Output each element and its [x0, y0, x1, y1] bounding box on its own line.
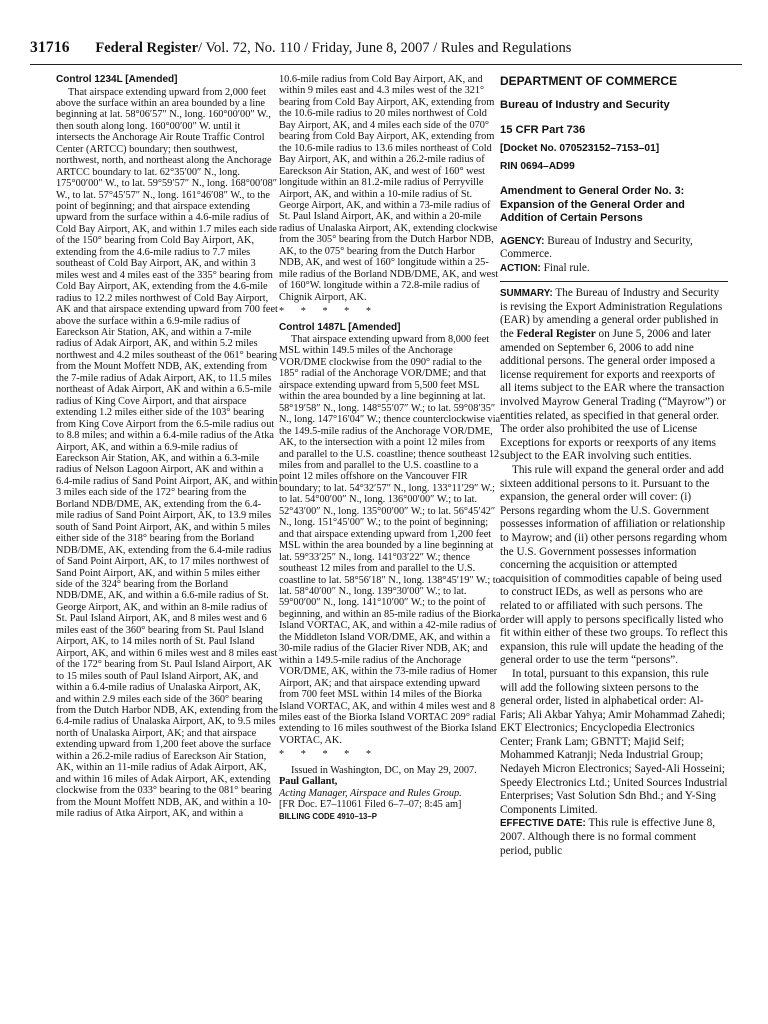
summary-label: SUMMARY: [500, 288, 553, 300]
summary-text-2: on June 5, 2006 and later amended on September 6, 2006 to add nine additional persons. The general order imposed a license requirement for exports and reexports of all items subject to the EAR where the transaction involved Mayrow General Trading (“Mayrow”) or entities related, as specified in that general order. The order also prohibited the use of License Exceptions for exports or reexports of any items subject to the EAR involving such entities. [500, 328, 726, 463]
column-1 [56, 74, 278, 1018]
publication-name: Federal Register [95, 40, 199, 56]
summary-paragraph [500, 287, 728, 464]
department-heading: DEPARTMENT OF COMMERCE [500, 74, 678, 88]
effective-date-line [500, 817, 728, 858]
bureau-heading: Bureau of Industry and Security [500, 99, 670, 111]
action-label: ACTION: [500, 262, 541, 274]
paragraph-expansion: This rule will expand the general order and add sixteen additional persons to it. Pursuant to the expansion, the general order will cover: (i) Persons regarding whom the U.S. Government possesses information of affiliation or relationship to Mayrow; and (ii) other persons regarding whom the U.S. Government possesses information concerning the acquisition or attempted acquisition of commodities capable of being used to construct IEDs, as well as persons who are related to or affiliated with such persons. The order will apply to persons specifically listed who fit within either of these two groups. To reflect this expansion, this rule will update the heading of the general order to use the term “persons”. [500, 464, 728, 667]
column-2 [279, 74, 501, 1018]
effective-date-label: EFFECTIVE DATE: [500, 818, 586, 830]
section-heading-1234l: Control 1234L [Amended] [56, 74, 178, 85]
divider [500, 281, 728, 282]
issued-statement: Issued in Washington, DC, on May 29, 2007. [291, 764, 477, 776]
summary-fr-reference: Federal Register [516, 328, 596, 341]
billing-code: BILLING CODE 4910–13–P [279, 811, 377, 821]
paragraph-persons-list: In total, pursuant to this expansion, this rule will add the following sixteen persons to the general order, listed in alphabetical order: Al-Faris; Ali Akbar Yahya; Amir Mohammad Zahedi; EKT Electronics; Encyclopedia Electronics Center; Frank Lam; GBNTT; Majid Seif; Mohammed Katranji; Neda Industrial Group; Nedayeh Micron Electronics; Sayed-Ali Hosseini; Speedy Electronics Ltd.; United Sources Industrial Enterprises; Vast Solution Sdn Bhd.; and Y-Sing Components Limited. [500, 667, 728, 816]
section-heading-1487l: Control 1487L [Amended] [279, 321, 401, 333]
agency-text: Bureau of Industry and Security, Commerce. [500, 234, 693, 261]
action-line [500, 262, 728, 276]
paragraph-1487l: That airspace extending upward from 8,000 feet MSL within 149.5 miles of the Anchorage VOR/DME clockwise from the 090° radial to the 185° radial of the Anchorage VOR/DME; and that airspace extending upward from 5,500 feet MSL within the area bounded by a line beginning at lat. 58°19′58″ N., long. 148°55′07″ W.; to lat. 59°08′35″ N., long. 147°16′04″ W.; thence counterclockwise via the 149.5-mile radius of the Anchorage VOR/DME, AK, to the intersection with a point 12 miles from and parallel to the U.S. coastline; thence southeast 12 miles from and parallel to the U.S. coastline to a point 12 miles offshore on the Vancouver FIR boundary; to lat. 54°32′57″ N., long. 133°11′29″ W.; to lat. 54°00′00″ N., long. 136°00′00″ W.; to lat. 52°43′00″ N., long. 135°00′00″ W.; to lat. 56°45′42″ N., long. 151°45′00″ W.; to the point of beginning; and that airspace extending upward from 1,200 feet MSL within the area bounded by a line beginning at lat. 59°33′25″ N., long. 141°03′22″ W.; thence southeast 12 miles from and parallel to the U.S. coastline to lat. 58°56′18″ N., long. 138°45′19″ W.; to lat. 58°40′00″ N., long. 139°30′00″ W.; to lat. 59°00′00″ N., long. 141°10′00″ W.; to the point of beginning, and within an 85-mile radius of the Biorka Island VORTAC, AK, and within a 42-mile radius of the Middleton Island VOR/DME, AK, and within a 30-mile radius of the Glacier River NDB, AK; and within a 149.5-mile radius of the Anchorage VOR/DME, AK, within the 73-mile radius of Homer Airport, AK; and that airspace extending upward from 700 feet MSL within 14 miles of the Biorka Island VORTAC, AK, and within 4 miles west and 8 miles east of the Biorka Island VORTAC 209° radial extending to 16 miles southwest of the Biorka Island VORTAC, AK. [279, 334, 501, 746]
section-separator: * * * * * [279, 749, 372, 761]
action-text: Final rule. [543, 261, 590, 274]
signer-title: Acting Manager, Airspace and Rules Group. [279, 787, 462, 799]
paragraph-1234l: That airspace extending upward from 2,000 feet above the surface within an area bounded by a line beginning at lat. 58°06′57″ N., long. 160°00′00″ W., then south along long. 160°00′00″ W. until it intersects the Anchorage Air Route Traffic Control Center (ARTCC) boundary; then southwest, northwest, north, and northeast along the Anchorage ARTCC boundary to lat. 62°35′00″ N., long. 175°00′00″ W., to lat. 59°59′57″ N., long. 168°00′08″ W., to lat. 57°45′57″ N., long. 161°46′08″ W., to the point of beginning; and that airspace extending upward from the surface within a 4.6-mile radius of Cold Bay Airport, AK, and within 1.7 miles each side of the 150° bearing from Cold Bay Airport, AK, extending from the 4.6-mile radius to 7.7 miles southeast of Cold Bay Airport, AK, and within 3 miles west and 4 miles east of the 335° bearing from Cold Bay Airport, AK, extending from the 4.6-mile radius to 12.2 miles northwest of Cold Bay Airport, AK and that airspace extending upward from 700 feet above the surface within a 6.9-mile radius of Eareckson Air Station, AK, and within a 7-mile radius of Adak Airport, AK, and within 5.2 miles northwest and 4.2 miles southeast of the 061° bearing from the Mount Moffett NDB, AK, extending from the 7-mile radius of Adak Airport, AK, to 11.5 miles northeast of Adak Airport, AK and within a 6.5-mile radius of King Cove Airport, and that airspace extending 1.2 miles either side of the 103° bearing from King Cove Airport from the 6.5-mile radius out to 8.8 miles; and within a 6.4-mile radius of the Atka Airport, AK, and within a 6.9-mile radius of Eareckson Air Station, AK, and within a 6.3-mile radius of Nelson Lagoon Airport, AK and within a 6.4-mile radius of Sand Point Airport, AK, and within 3 miles each side of the 172° bearing from the Borland NDB/DME, AK, extending from the 6.4-mile radius of Sand Point Airport, AK, to 13.9 miles south of Sand Point Airport, AK, and within 5 miles either side of the 318° bearing from the Borland NDB/DME, AK, extending from the 6.4-mile radius of Sand Point Airport, AK, to 17 miles northwest of Sand Point Airport, AK, and within 5 miles either side of the 324° bearing from the Borland NDB/DME, AK, and within a 6.6-mile radius of St. George Airport, AK, and within an 8-mile radius of St. Paul Island Airport, AK, and 8 miles west and 6 miles east of the 360° bearing from St. Paul Island Airport, AK, to 14 miles north of St. Paul Island Airport, AK, and within 6 miles west and 8 miles east of the 172° bearing from St. Paul Island Airport, AK to 15 miles south of Paul Island Airport, AK, and within a 6.4-mile radius of Unalaska Airport, AK, and within 2.9 miles each side of the 360° bearing from the Dutch Harbor NDB, AK, extending from the 6.4-mile radius of Unalaska Airport, AK, to 9.5 miles north of Unalaska Airport, AK; and that airspace extending upward from 1,200 feet above the surface within a 26.2-mile radius of Eareckson Air Station, AK, within an 11-mile radius of Adak Airport, AK, and within 16 miles of Adak Airport, AK, extending clockwise from the 033° bearing to the 081° bearing from the Mount Moffett NDB, AK, and within a 10-mile radius of Atka Airport, AK, and within a [56, 86, 278, 820]
agency-line [500, 235, 728, 262]
issue-info: / Vol. 72, No. 110 / Friday, June 8, 2007 / Rules and Regulations [198, 40, 572, 56]
cfr-part: 15 CFR Part 736 [500, 124, 586, 136]
column-3 [500, 74, 728, 1018]
page-number: 31716 [30, 39, 70, 56]
fr-doc-line: [FR Doc. E7–11061 Filed 6–7–07; 8:45 am] [279, 799, 462, 811]
signer-name: Paul Gallant, [279, 776, 338, 788]
agency-label: AGENCY: [500, 235, 545, 247]
summary-text-1: The Bureau of Industry and Security is revising the Export Administration Regulations (EAR) by amending a general order published in the [500, 287, 723, 341]
section-separator: * * * * * [279, 306, 372, 318]
effective-date-text: This rule is effective June 8, 2007. Although there is no formal comment period, public [500, 817, 715, 857]
rin-number: RIN 0694–AD99 [500, 161, 575, 172]
page-header [30, 38, 742, 65]
docket-number: [Docket No. 070523152–7153–01] [500, 143, 660, 154]
rule-title: Amendment to General Order No. 3: Expansion of the General Order and Addition of Certain Persons [500, 185, 685, 224]
paragraph-1234l-continued: 10.6-mile radius from Cold Bay Airport, AK, and within 9 miles east and 4.3 miles west of the 321° bearing from Cold Bay Airport, AK, extending from the 10.6-mile radius to 20 miles northwest of Cold Bay Airport, AK, and 4 miles each side of the 070° bearing from Cold Bay Airport, AK, extending from the 10.6-mile radius to 13.6 miles northeast of Cold Bay Airport, AK, and within a 26.2-mile radius of Eareckson Air Station, AK, and west of 160° west longitude within an 81.2-mile radius of Perryville Airport, AK, and within a 10-mile radius of St. George Airport, AK, and within a 73-mile radius of St. Paul Island Airport, AK, and within a 20-mile radius of Unalaska Airport, AK, extending clockwise from the 305° bearing from the Dutch Harbor NDB, AK, to the 075° bearing from the Dutch Harbor NDB, AK, and west of 160° longitude within a 25-mile radius of the Borland NDB/DME, AK, and west of 160°W. longitude within a 72.8-mile radius of Chignik Airport, AK. [279, 74, 499, 303]
